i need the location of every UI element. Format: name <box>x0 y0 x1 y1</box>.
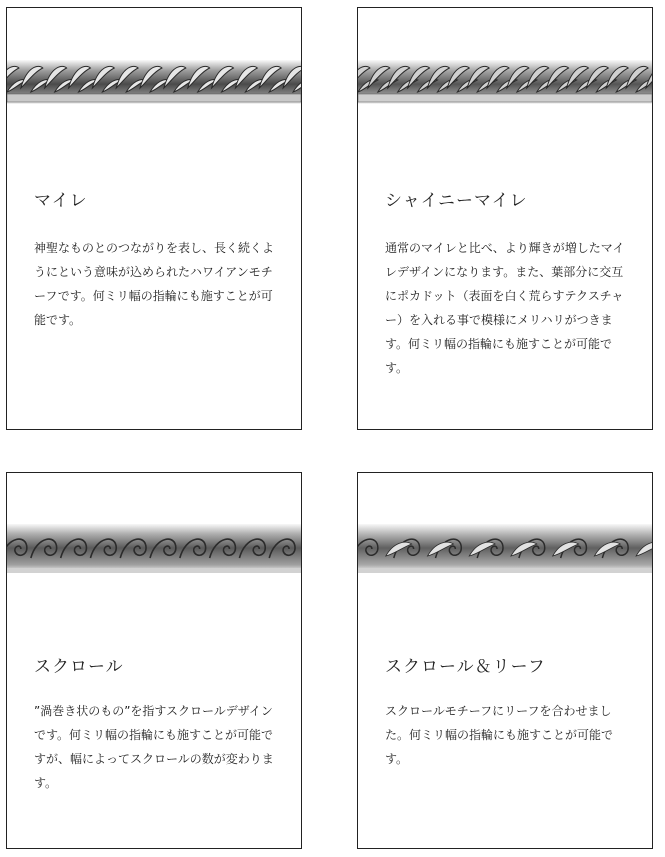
design-card-scroll <box>6 472 302 849</box>
card-title: スクロール＆リーフ <box>385 657 546 677</box>
maile-band-image <box>7 52 301 110</box>
card-description: ”渦巻き状のもの”を指すスクロールデザインです。何ミリ幅の指輪にも施すことが可能ですが、幅によってスクロールの数が変わります。 <box>34 704 274 790</box>
card-description: 神聖なものとのつながりを表し、長く続くようにという意味が込められたハワイアンモチーフです。何ミリ幅の指輪にも施すことが可能です。 <box>34 241 275 327</box>
scroll-band-image <box>7 518 301 578</box>
card-title: マイレ <box>34 191 88 211</box>
design-card-shiny-maile <box>357 7 653 430</box>
card-title: シャイニーマイレ <box>385 191 528 211</box>
scroll-leaf-band-image <box>358 518 652 578</box>
shiny-maile-band-image <box>358 52 652 110</box>
card-description: 通常のマイレと比べ、より輝きが増したマイレデザインになります。また、葉部分に交互にポカドット（表面を白く荒らすテクスチャー）を入れる事で模様にメリハリがつきます。何ミリ幅の指輪にも施すことが可能です。 <box>385 241 625 375</box>
design-card-scroll-leaf <box>357 472 653 849</box>
card-title: スクロール <box>34 657 124 677</box>
design-card-maile <box>6 7 302 430</box>
card-description: スクロールモチーフにリーフを合わせました。何ミリ幅の指輪にも施すことが可能です。 <box>385 704 614 766</box>
